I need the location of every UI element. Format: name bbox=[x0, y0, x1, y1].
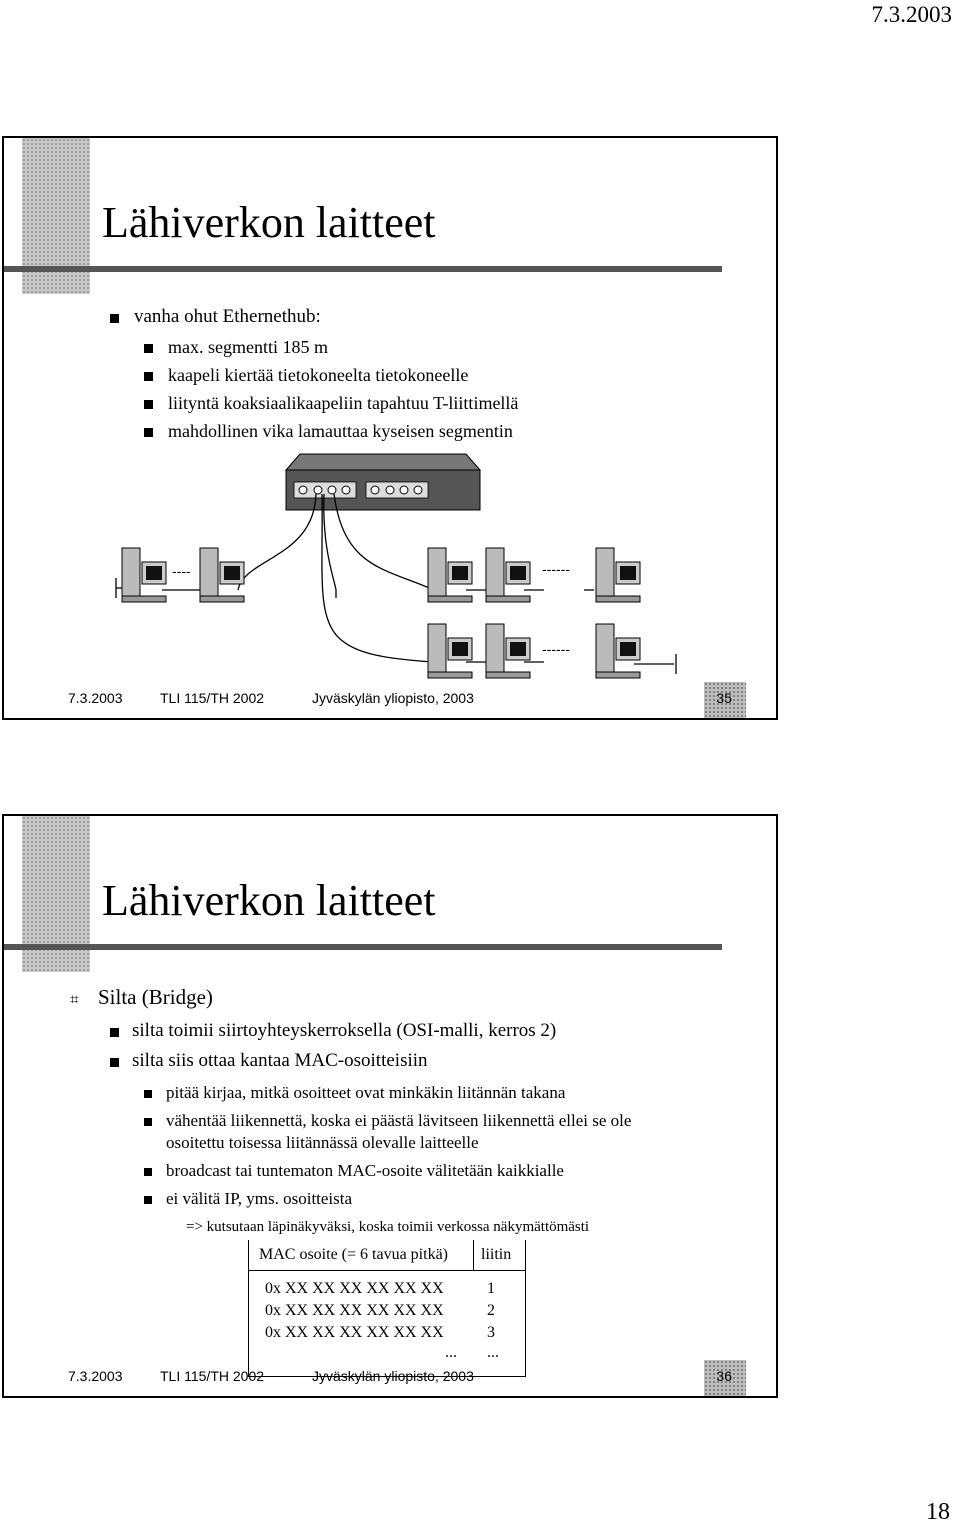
computer-icon bbox=[486, 548, 530, 602]
cable-line bbox=[322, 494, 434, 662]
bullet-item: silta toimii siirtoyhteyskerroksella (OSI-malli, kerros 2) bbox=[132, 1020, 557, 1041]
footer-date: 7.3.2003 bbox=[68, 690, 123, 706]
computer-icon bbox=[486, 624, 530, 678]
footer-date: 7.3.2003 bbox=[68, 1368, 123, 1384]
slide-number: 35 bbox=[716, 690, 732, 706]
table-header-port: liitin bbox=[481, 1246, 512, 1263]
bullet-item-continuation: osoitettu toisessa liitännässä olevalle laitteelle bbox=[166, 1133, 479, 1152]
bullet-square-icon bbox=[144, 1090, 152, 1098]
bullet-item: silta siis ottaa kantaa MAC-osoitteisiin bbox=[132, 1050, 428, 1071]
footer-org: Jyväskylän yliopisto, 2003 bbox=[312, 690, 474, 706]
slide-number: 36 bbox=[716, 1368, 732, 1384]
slide-title: Lähiverkon laitteet bbox=[102, 198, 436, 247]
slide-36 bbox=[2, 814, 778, 1398]
dashes-label: ---- bbox=[172, 563, 191, 579]
computer-icon bbox=[122, 548, 166, 602]
computer-icon bbox=[428, 548, 472, 602]
table-cell: 1 bbox=[487, 1280, 495, 1297]
bullet-square-icon bbox=[110, 1028, 119, 1037]
bullet-item: mahdollinen vika lamauttaa kyseisen segmentin bbox=[168, 421, 513, 441]
bullet-square-icon bbox=[144, 1118, 152, 1126]
title-rule bbox=[4, 266, 722, 272]
footer-course: TLI 115/TH 2002 bbox=[160, 1368, 265, 1384]
table-cell: 0x XX XX XX XX XX XX bbox=[265, 1280, 444, 1297]
bullet-item: Silta (Bridge) bbox=[98, 985, 213, 1009]
computer-icon bbox=[596, 548, 640, 602]
hash-bullet-icon: ⌗ bbox=[70, 990, 79, 1008]
table-divider bbox=[249, 1270, 525, 1271]
slide-title: Lähiverkon laitteet bbox=[102, 876, 436, 925]
dashes-label: ------ bbox=[542, 641, 570, 657]
bullet-square-icon bbox=[144, 1168, 152, 1176]
bullet-square-icon bbox=[144, 1196, 152, 1204]
bullet-item: vähentää liikennettä, koska ei päästä lävitseen liikennettä ellei se ole bbox=[166, 1111, 632, 1130]
table-divider bbox=[473, 1240, 474, 1270]
page-number: 18 bbox=[926, 1499, 950, 1525]
bullet-square-icon bbox=[144, 344, 153, 353]
footer-course: TLI 115/TH 2002 bbox=[160, 690, 265, 706]
table-cell: 0x XX XX XX XX XX XX bbox=[265, 1302, 444, 1319]
dashes-label: ------ bbox=[542, 561, 570, 577]
table-cell: ... bbox=[487, 1344, 499, 1361]
title-rule bbox=[4, 944, 722, 950]
bullet-item: kaapeli kiertää tietokoneelta tietokoneelle bbox=[168, 365, 469, 385]
bullet-item: broadcast tai tuntematon MAC-osoite välitetään kaikkialle bbox=[166, 1161, 564, 1180]
bullet-item: max. segmentti 185 m bbox=[168, 337, 328, 357]
bullet-square-icon bbox=[144, 428, 153, 437]
table-cell: 3 bbox=[487, 1324, 495, 1341]
bullet-square-icon bbox=[110, 314, 119, 323]
computer-icon bbox=[596, 624, 640, 678]
slide-35 bbox=[2, 136, 778, 720]
bullet-item: pitää kirjaa, mitkä osoitteet ovat minkäkin liitännän takana bbox=[166, 1083, 566, 1102]
bullet-item: ei välitä IP, yms. osoitteista bbox=[166, 1189, 353, 1208]
bullet-item: vanha ohut Ethernethub: bbox=[134, 306, 321, 327]
computer-icon bbox=[200, 548, 244, 602]
hub-network-diagram bbox=[4, 448, 776, 684]
bullet-square-icon bbox=[110, 1058, 119, 1067]
bullet-item: liityntä koaksiaalikaapeliin tapahtuu T-liittimellä bbox=[168, 393, 519, 413]
computer-icon bbox=[428, 624, 472, 678]
page-date: 7.3.2003 bbox=[871, 2, 952, 27]
table-cell: ... bbox=[445, 1344, 457, 1361]
table-cell: 0x XX XX XX XX XX XX bbox=[265, 1324, 444, 1341]
mac-table bbox=[248, 1240, 526, 1377]
bullet-square-icon bbox=[144, 372, 153, 381]
table-header-mac: MAC osoite (= 6 tavua pitkä) bbox=[259, 1246, 448, 1263]
bullet-square-icon bbox=[144, 400, 153, 409]
table-cell: 2 bbox=[487, 1302, 495, 1319]
note-text: => kutsutaan läpinäkyväksi, koska toimii verkossa näkymättömästi bbox=[186, 1219, 590, 1235]
footer-org: Jyväskylän yliopisto, 2003 bbox=[312, 1368, 474, 1384]
